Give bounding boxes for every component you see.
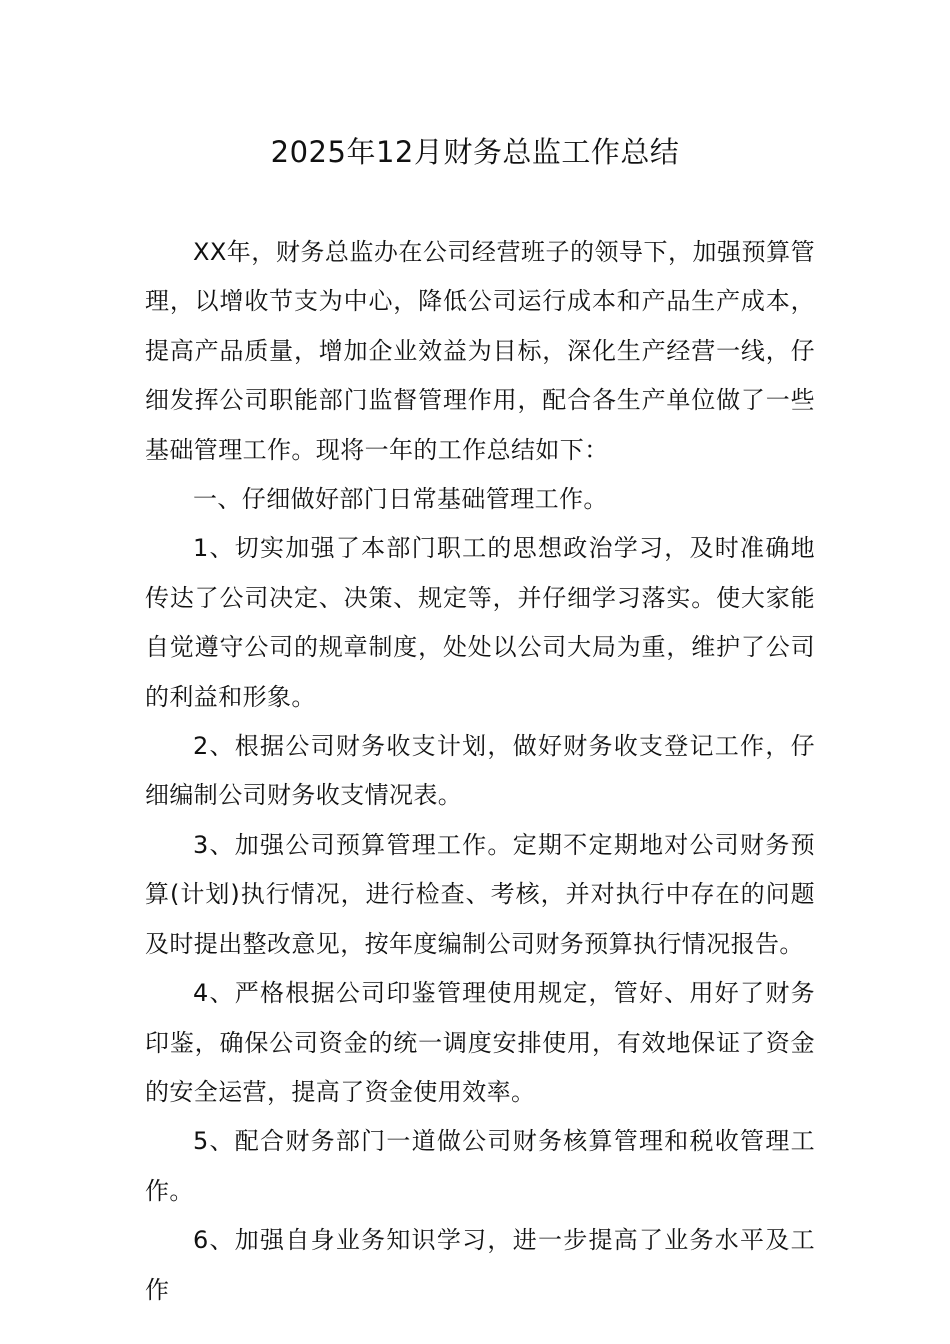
document-body	[145, 228, 815, 1315]
paragraph-item-2: 2、根据公司财务收支计划，做好财务收支登记工作，仔细编制公司财务收支情况表。	[145, 732, 815, 810]
paragraph-item-6: 6、加强自身业务知识学习，进一步提高了业务水平及工作	[145, 1226, 815, 1304]
paragraph-item-5: 5、配合财务部门一道做公司财务核算管理和税收管理工作。	[145, 1127, 815, 1205]
paragraph-item-1: 1、切实加强了本部门职工的思想政治学习，及时准确地传达了公司决定、决策、规定等，并仔细学习落实。使大家能自觉遵守公司的规章制度，处处以公司大局为重，维护了公司的利益和形象。	[145, 534, 815, 711]
paragraph-intro: XX年，财务总监办在公司经营班子的领导下，加强预算管理，以增收节支为中心，降低公司运行成本和产品生产成本，提高产品质量，增加企业效益为目标，深化生产经营一线，仔细发挥公司职能部门监督管理作用，配合各生产单位做了一些基础管理工作。现将一年的工作总结如下：	[145, 238, 815, 464]
paragraph-item-4: 4、严格根据公司印鉴管理使用规定，管好、用好了财务印鉴，确保公司资金的统一调度安排使用，有效地保证了资金的安全运营，提高了资金使用效率。	[145, 979, 815, 1106]
section-heading-1: 一、仔细做好部门日常基础管理工作。	[193, 485, 608, 514]
document-title: 2025年12月财务总监工作总结	[270, 135, 680, 169]
paragraph-item-3: 3、加强公司预算管理工作。定期不定期地对公司财务预算(计划)执行情况，进行检查、考核，并对执行中存在的问题及时提出整改意见，按年度编制公司财务预算执行情况报告。	[145, 830, 815, 958]
